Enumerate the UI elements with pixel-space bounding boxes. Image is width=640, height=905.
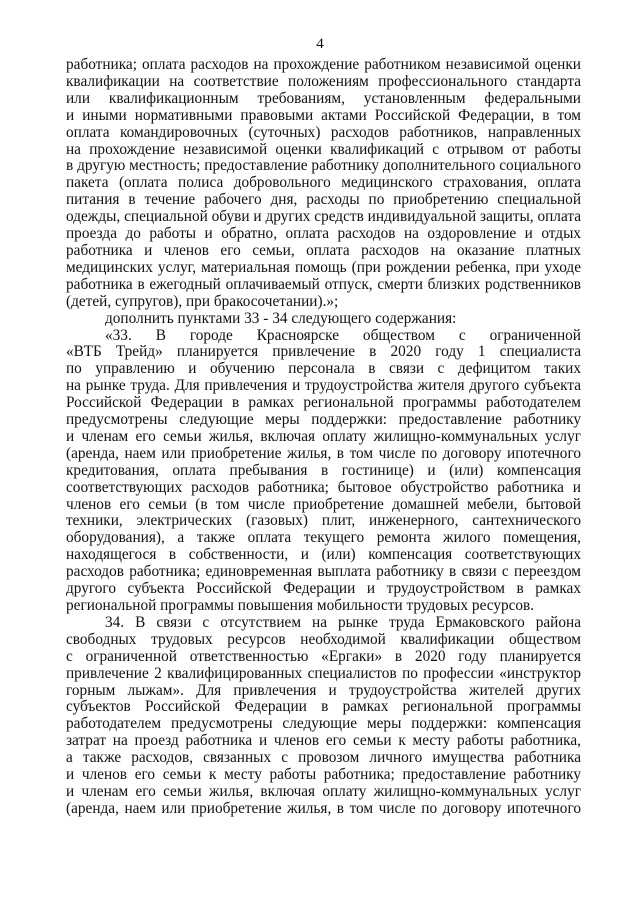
body-line: а также расходов, связанных с провозом личного имущества работника [66,750,581,767]
body-line: и членов его семьи к месту работы работника; предоставление работнику [66,767,581,784]
body-line: «33. В городе Красноярске обществом с ограниченной [105,327,581,344]
body-line: региональной программы повышения мобильности трудовых ресурсов. [66,597,535,614]
document-body [66,57,581,818]
body-line: на рынке труда. Для привлечения и трудоустройства жителя другого субъекта [66,378,581,395]
body-line: кредитования, оплата пребывания в гостинице) и (или) компенсация [66,462,581,479]
body-line: квалификации на соответствие положениям профессионального стандарта [66,73,581,90]
body-line: соответствующих расходов работника; бытовое обустройство работника и [66,479,581,496]
body-line: пакета (оплата полиса добровольного медицинского страхования, оплата [66,175,581,192]
body-line: находящегося в собственности, и (или) компенсация соответствующих [66,547,581,564]
page-number: 4 [316,36,324,52]
body-line: работника в ежегодный оплачиваемый отпуск, смерти близких родственников [66,276,581,293]
body-line: по управлению и обучению персонала в связи с дефицитом таких [66,361,581,378]
body-line: и членам его семьи жилья, включая оплату жилищно-коммунальных услуг [66,428,581,445]
body-line: с ограниченной ответственностью «Ергаки» в 2020 году планируется [66,648,581,665]
body-line: одежды, специальной обуви и других средств индивидуальной защиты, оплата [66,209,581,226]
body-line: (аренда, наем или приобретение жилья, в том числе по договору ипотечного [66,800,581,817]
body-line: техники, электрических (газовых) плит, инженерного, сантехнического [66,513,581,530]
body-line: оборудования), а также оплата текущего ремонта жилого помещения, [66,530,581,547]
body-line: «ВТБ Трейд» планируется привлечение в 2020 году 1 специалиста [66,344,581,361]
body-line: дополнить пунктами 33 - 34 следующего содержания: [105,309,457,327]
body-line: на прохождение независимой оценки квалификаций с отрывом от работы [66,141,581,158]
body-line: затрат на проезд работника и членов его семьи к месту работы работника, [66,733,581,750]
body-line: расходов работника; единовременная выплата работнику в связи с переездом [66,564,581,581]
body-line: или квалификационным требованиям, установленным федеральными [66,90,581,107]
body-line: работодателем предусмотрены следующие меры поддержки: компенсация [66,716,581,733]
body-line: (детей, супругов), при бракосочетании).»; [66,292,339,310]
body-line: (аренда, наем или приобретение жилья, в том числе по договору ипотечного [66,445,581,462]
body-line: питания в течение рабочего дня, расходы по приобретению специальной [66,192,581,209]
body-line: привлечение 2 квалифицированных специалистов по профессии «инструктор [66,665,581,682]
body-line: и членам его семьи жилья, включая оплату жилищно-коммунальных услуг [66,783,581,800]
body-line: работника и членов его семьи, оплата расходов на оказание платных [66,242,581,259]
body-line: медицинских услуг, материальная помощь (при рождении ребенка, при уходе [66,259,581,276]
body-line: предусмотрены следующие меры поддержки: предоставление работнику [66,412,581,429]
body-line: субъектов Российской Федерации в рамках региональной программы [66,699,581,716]
body-line: оплата командировочных (суточных) расходов работников, направленных [66,124,581,141]
body-line: Российской Федерации в рамках региональной программы работодателем [66,395,581,412]
body-line: членов его семьи (в том числе приобретение домашней мебели, бытовой [66,496,581,513]
body-line: свободных трудовых ресурсов необходимой квалификации обществом [66,631,581,648]
body-line: и иными нормативными правовыми актами Российской Федерации, в том [66,107,581,124]
body-line: в другую местность; предоставление работнику дополнительного социального [66,158,581,175]
body-line: проезда до работы и обратно, оплата расходов на оздоровление и отдых [66,226,581,243]
body-line: 34. В связи с отсутствием на рынке труда Ермаковского района [105,614,581,631]
body-line: другого субъекта Российской Федерации и трудоустройством в рамках [66,581,581,598]
body-line: работника; оплата расходов на прохождение работником независимой оценки [66,57,581,73]
body-line: горным лыжам». Для привлечения и трудоустройства жителей других [66,682,581,699]
